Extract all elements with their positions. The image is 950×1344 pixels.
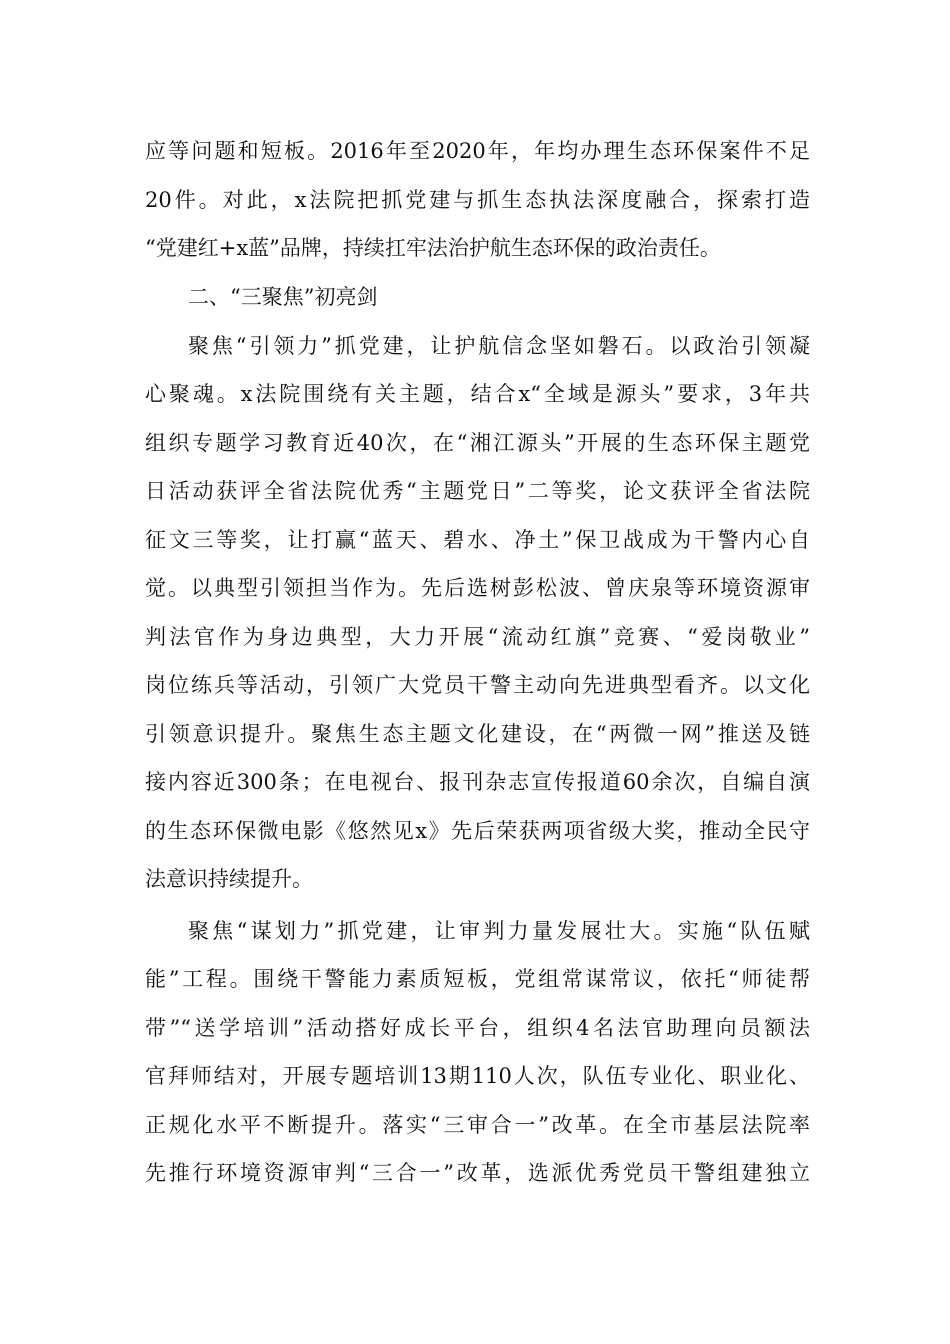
paragraph-2-line-1: 聚焦“引领力”抓党建，让护航信念坚如磐石。以政治引领凝 — [188, 334, 810, 358]
paragraph-2-line-9: 引领意识提升。聚焦生态主题文化建设，在“两微一网”推送及链 — [145, 722, 810, 746]
paragraph-2-line-2: 心聚魂。x法院围绕有关主题，结合x“全域是源头”要求，3年共 — [145, 382, 810, 406]
paragraph-1-line-3: “党建红+x蓝”品牌，持续扛牢法治护航生态环保的政治责任。 — [145, 236, 721, 260]
paragraph-2-line-12: 法意识持续提升。 — [145, 867, 313, 891]
paragraph-2-line-7: 判法官作为身边典型，大力开展“流动红旗”竞赛、“爱岗敬业” — [145, 625, 810, 649]
paragraph-3-line-3: 带”“送学培训”活动搭好成长平台，组织4名法官助理向员额法 — [145, 1016, 810, 1040]
paragraph-3-line-2: 能”工程。围绕干警能力素质短板，党组常谋常议，依托“师徒帮 — [145, 967, 810, 991]
paragraph-2-line-3: 组织专题学习教育近40次，在“湘江源头”开展的生态环保主题党 — [145, 431, 810, 455]
paragraph-2-line-5: 征文三等奖，让打赢“蓝天、碧水、净土”保卫战成为干警内心自 — [145, 528, 810, 552]
paragraph-3-line-1: 聚焦“谋划力”抓党建，让审判力量发展壮大。实施“队伍赋 — [188, 919, 810, 943]
paragraph-3-line-4: 官拜师结对，开展专题培训13期110人次，队伍专业化、职业化、 — [145, 1064, 810, 1088]
paragraph-3-line-5: 正规化水平不断提升。落实“三审合一”改革。在全市基层法院率 — [145, 1113, 810, 1137]
paragraph-2-line-4: 日活动获评全省法院优秀“主题党日”二等奖，论文获评全省法院 — [145, 479, 810, 503]
paragraph-2-line-11: 的生态环保微电影《悠然见x》先后荣获两项省级大奖，推动全民守 — [145, 819, 810, 843]
paragraph-3-line-6: 先推行环境资源审判“三合一”改革，选派优秀党员干警组建独立 — [145, 1161, 810, 1185]
paragraph-1-line-2: 20件。对此，x法院把抓党建与抓生态执法深度融合，探索打造 — [145, 188, 810, 212]
paragraph-2-line-8: 岗位练兵等活动，引领广大党员干警主动向先进典型看齐。以文化 — [145, 673, 810, 697]
section-heading: 二、“三聚焦”初亮剑 — [188, 285, 378, 309]
paragraph-1-line-1: 应等问题和短板。2016年至2020年，年均办理生态环保案件不足 — [145, 139, 810, 163]
paragraph-2-line-6: 觉。以典型引领担当作为。先后选树彭松波、曾庆泉等环境资源审 — [145, 576, 810, 600]
paragraph-2-line-10: 接内容近300条；在电视台、报刊杂志宣传报道60余次，自编自演 — [145, 770, 810, 794]
